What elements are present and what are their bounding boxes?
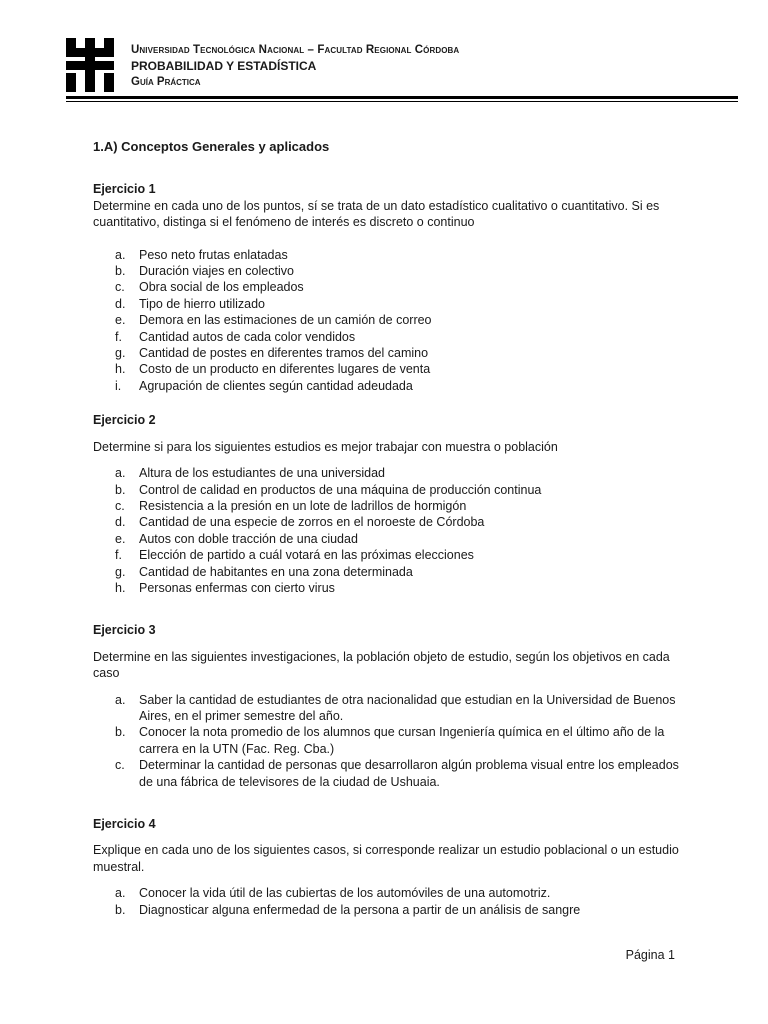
exercise-statement: Determine en cada uno de los puntos, sí se trata de un dato estadístico cualitativo o cuantitativo. Si es cuantitativo, distinga si el fenómeno de interés es discreto o continuo <box>93 198 660 230</box>
course-name: PROBABILIDAD Y ESTADÍSTICA <box>131 59 317 73</box>
exercise-items <box>93 247 683 395</box>
list-item <box>93 692 683 725</box>
item-marker: b. <box>115 902 126 917</box>
item-text: Diagnosticar alguna enfermedad de la persona a partir de un análisis de sangre <box>139 902 581 917</box>
list-item <box>93 514 683 530</box>
item-text: Cantidad de postes en diferentes tramos del camino <box>139 346 429 361</box>
item-marker: h. <box>115 580 126 595</box>
item-marker: b. <box>115 725 126 740</box>
header-text <box>131 42 459 90</box>
item-text: Personas enfermas con cierto virus <box>139 580 335 595</box>
list-item <box>93 378 683 394</box>
item-text: Costo de un producto en diferentes lugares de venta <box>139 362 431 377</box>
list-item <box>93 531 683 547</box>
list-item <box>93 247 683 263</box>
item-text: Agrupación de clientes según cantidad adeudada <box>139 378 413 393</box>
item-text: Peso neto frutas enlatadas <box>139 247 288 262</box>
exercise-3 <box>93 622 683 790</box>
list-item <box>93 296 683 312</box>
item-marker: c. <box>115 498 125 513</box>
item-marker: d. <box>115 515 126 530</box>
list-item <box>93 361 683 377</box>
item-text: Elección de partido a cuál votará en las próximas elecciones <box>139 548 474 563</box>
item-text: Conocer la nota promedio de los alumnos que cursan Ingeniería química en el último año de la carrera en la UTN (Fac. Reg. Cba.) <box>139 725 665 756</box>
item-marker: b. <box>115 482 126 497</box>
item-text: Autos con doble tracción de una ciudad <box>139 531 358 546</box>
item-marker: a. <box>115 692 126 707</box>
item-marker: b. <box>115 264 126 279</box>
exercise-2 <box>93 412 683 596</box>
item-marker: e. <box>115 531 126 546</box>
item-marker: c. <box>115 758 125 773</box>
document-body <box>93 139 683 918</box>
item-marker: c. <box>115 280 125 295</box>
exercise-title: Ejercicio 2 <box>93 413 156 428</box>
exercise-4 <box>93 816 683 918</box>
item-text: Tipo de hierro utilizado <box>139 296 265 311</box>
item-marker: i. <box>115 378 122 393</box>
item-marker: g. <box>115 564 126 579</box>
item-text: Obra social de los empleados <box>139 280 304 295</box>
exercise-1 <box>93 181 683 394</box>
header-rule-thick <box>66 96 738 99</box>
list-item <box>93 279 683 295</box>
list-item <box>93 885 683 901</box>
item-text: Duración viajes en colectivo <box>139 264 294 279</box>
item-marker: a. <box>115 886 126 901</box>
exercise-title: Ejercicio 3 <box>93 623 156 638</box>
item-marker: f. <box>115 548 122 563</box>
item-text: Cantidad de habitantes en una zona determinada <box>139 564 413 579</box>
exercise-statement: Determine si para los siguientes estudios es mejor trabajar con muestra o población <box>93 439 558 454</box>
item-text: Control de calidad en productos de una máquina de producción continua <box>139 482 542 497</box>
list-item <box>93 902 683 918</box>
item-marker: a. <box>115 247 126 262</box>
item-text: Altura de los estudiantes de una universidad <box>139 466 385 481</box>
list-item <box>93 547 683 563</box>
list-item <box>93 757 683 790</box>
list-item <box>93 329 683 345</box>
item-marker: e. <box>115 313 126 328</box>
list-item <box>93 263 683 279</box>
item-text: Demora en las estimaciones de un camión de correo <box>139 313 432 328</box>
page-number: Página 1 <box>625 948 675 962</box>
item-marker: d. <box>115 296 126 311</box>
exercise-items <box>93 465 683 596</box>
item-marker: g. <box>115 346 126 361</box>
exercise-title: Ejercicio 1 <box>93 182 156 197</box>
item-text: Cantidad autos de cada color vendidos <box>139 329 356 344</box>
item-marker: h. <box>115 362 126 377</box>
list-item <box>93 465 683 481</box>
exercise-title: Ejercicio 4 <box>93 817 156 831</box>
list-item <box>93 312 683 328</box>
section-title: 1.A) Conceptos Generales y aplicados <box>93 139 330 154</box>
list-item <box>93 724 683 757</box>
item-marker: f. <box>115 329 122 344</box>
exercise-statement: Explique en cada uno de los siguientes casos, si corresponde realizar un estudio poblacional o un estudio muestral. <box>93 843 679 874</box>
exercise-items <box>93 885 683 918</box>
list-item <box>93 580 683 596</box>
exercise-statement: Determine en las siguientes investigaciones, la población objeto de estudio, según los objetivos en cada caso <box>93 649 670 681</box>
institution-name: Universidad Tecnológica Nacional – Facultad Regional Córdoba <box>131 44 460 56</box>
exercise-items <box>93 692 683 790</box>
item-text: Determinar la cantidad de personas que desarrollaron algún problema visual entre los empleados de una fábrica de televisores de la ciudad de Ushuaia. <box>139 758 679 789</box>
item-text: Cantidad de una especie de zorros en el noroeste de Córdoba <box>139 515 485 530</box>
list-item <box>93 345 683 361</box>
item-text: Conocer la vida útil de las cubiertas de los automóviles de una automotriz. <box>139 886 551 901</box>
utn-logo-icon <box>66 38 114 92</box>
header-rule-thin <box>66 101 738 102</box>
list-item <box>93 482 683 498</box>
item-marker: a. <box>115 466 126 481</box>
document-type: Guía Práctica <box>131 76 201 88</box>
item-text: Saber la cantidad de estudiantes de otra nacionalidad que estudian en la Universidad de Buenos Aires, en el primer semestre del año. <box>139 692 676 723</box>
list-item <box>93 498 683 514</box>
item-text: Resistencia a la presión en un lote de ladrillos de hormigón <box>139 498 467 513</box>
document-header <box>66 38 738 100</box>
list-item <box>93 564 683 580</box>
